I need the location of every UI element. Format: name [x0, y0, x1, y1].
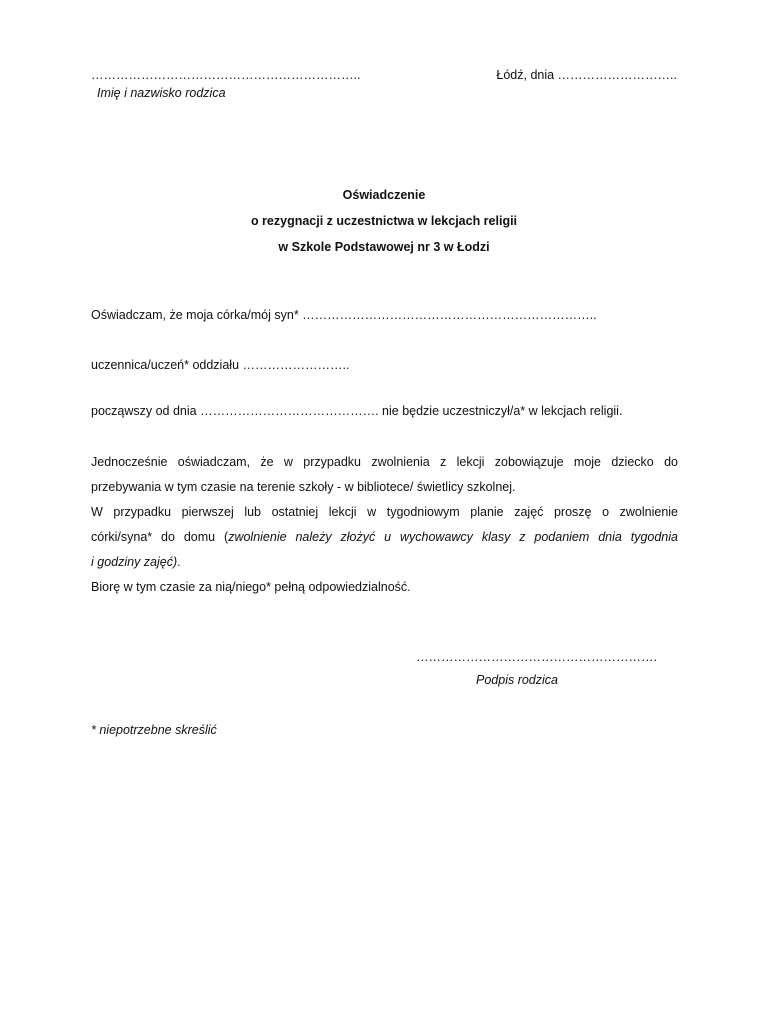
paragraph-text: córki/syna* do domu ( [91, 530, 229, 544]
paragraph-release [91, 500, 678, 600]
paragraph-note-italic: i godziny zajęć) [91, 555, 178, 569]
paragraph-line: przebywania w tym czasie na terenie szkoły - w bibliotece/ świetlicy szkolnej. [91, 480, 516, 494]
place-date: Łódź, dnia ……………………….. [496, 68, 677, 82]
paragraph-line [91, 525, 678, 550]
document-title [0, 182, 768, 260]
title-line-3: w Szkole Podstawowej nr 3 w Łodzi [278, 240, 490, 254]
class-field: uczennica/uczeń* oddziału …………………….. [91, 358, 350, 372]
signature-dots: …………………………………………………. [416, 650, 657, 664]
paragraph-note-italic: zwolnienie należy złożyć u wychowawcy klasy z podaniem dnia tygodnia [228, 530, 678, 544]
title-line-1: Oświadczenie [342, 188, 426, 202]
footnote: * niepotrzebne skreślić [91, 723, 217, 737]
title-line-2: o rezygnacji z uczestnictwa w lekcjach religii [250, 214, 518, 228]
signature-caption: Podpis rodzica [476, 673, 558, 687]
parent-name-caption: Imię i nazwisko rodzica [97, 86, 226, 100]
child-name-field: Oświadczam, że moja córka/mój syn* …………………………………………………………….. [91, 308, 597, 322]
paragraph-supervision [91, 450, 678, 500]
paragraph-line: Jednocześnie oświadczam, że w przypadku zwolnienia z lekcji zobowiązuje moje dziecko do [91, 455, 678, 469]
paragraph-line: W przypadku pierwszej lub ostatniej lekcji w tygodniowym planie zajęć proszę o zwolnienie [91, 505, 678, 519]
paragraph-text: . [177, 555, 181, 569]
start-date-field: począwszy od dnia ……………………………………. nie będzie uczestniczył/a* w lekcjach religii. [91, 404, 623, 418]
parent-name-dots: ……………………………………………………….. [91, 68, 361, 82]
paragraph-line [91, 550, 678, 575]
paragraph-line: Biorę w tym czasie za nią/niego* pełną odpowiedzialność. [91, 580, 411, 594]
